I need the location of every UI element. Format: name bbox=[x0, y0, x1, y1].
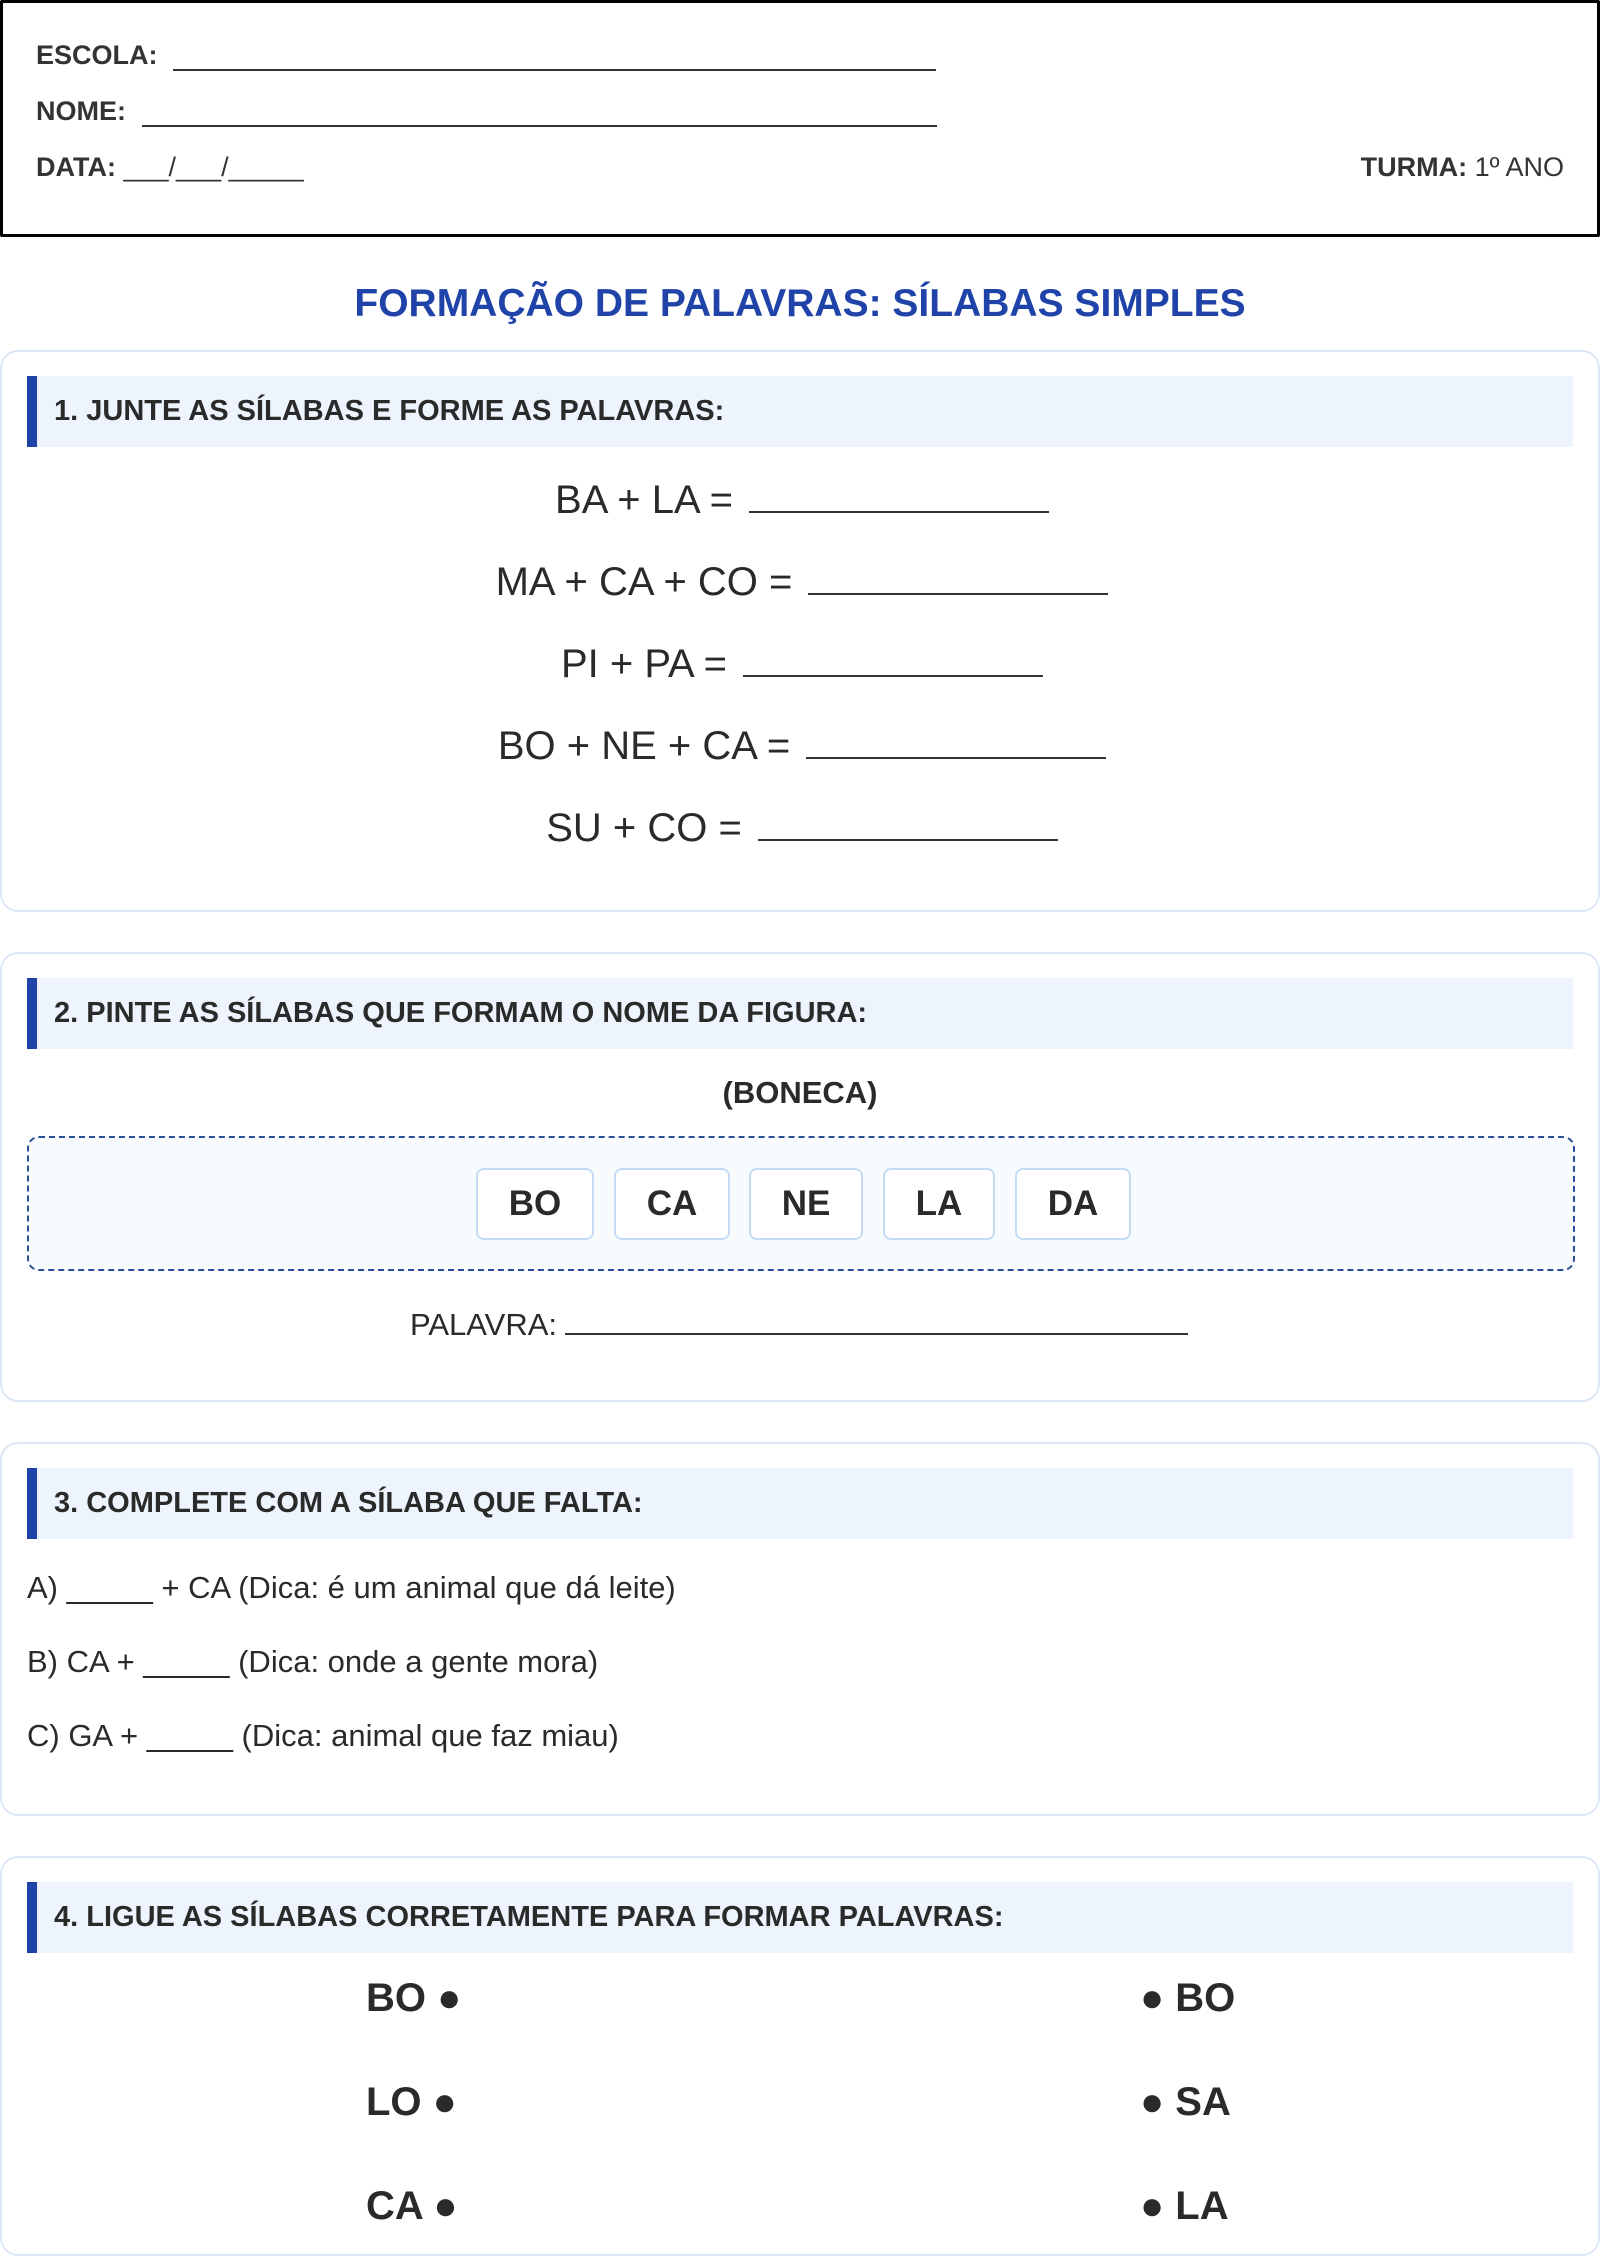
turma-value: 1º ANO bbox=[1474, 152, 1564, 182]
equation-text: BO + NE + CA = bbox=[497, 724, 791, 768]
data-row bbox=[36, 151, 304, 183]
match-left-item[interactable]: CA ● bbox=[366, 2184, 458, 2228]
match-left-item[interactable]: LO ● bbox=[366, 2080, 457, 2124]
answer-blank[interactable] bbox=[806, 723, 1106, 759]
page-title: FORMAÇÃO DE PALAVRAS: SÍLABAS SIMPLES bbox=[354, 282, 1246, 325]
match-right-item[interactable]: ● LA bbox=[1140, 2184, 1229, 2228]
equation-row bbox=[2, 804, 1600, 852]
nome-field[interactable] bbox=[142, 99, 937, 127]
escola-field[interactable] bbox=[173, 43, 936, 71]
section-2 bbox=[0, 952, 1600, 1402]
syllable-chip[interactable]: NE bbox=[749, 1168, 863, 1240]
answer-blank[interactable] bbox=[743, 641, 1043, 677]
nome-label: NOME: bbox=[36, 96, 126, 126]
answer-blank[interactable] bbox=[758, 805, 1058, 841]
answer-blank[interactable] bbox=[749, 477, 1049, 513]
match-right-item[interactable]: ● SA bbox=[1140, 2080, 1231, 2124]
data-field[interactable]: ___/___/_____ bbox=[123, 152, 304, 182]
syllable-chip[interactable]: BO bbox=[476, 1168, 594, 1240]
section-1-heading-text: 1. JUNTE AS SÍLABAS E FORME AS PALAVRAS: bbox=[54, 395, 725, 427]
palavra-label: PALAVRA: bbox=[410, 1307, 558, 1342]
equation-row bbox=[2, 558, 1600, 606]
turma bbox=[1361, 151, 1564, 183]
syllable-box bbox=[27, 1136, 1575, 1271]
syllable-chip[interactable]: CA bbox=[614, 1168, 730, 1240]
turma-label: TURMA: bbox=[1360, 152, 1468, 182]
answer-blank[interactable] bbox=[808, 559, 1108, 595]
question-item: C) GA + _____ (Dica: animal que faz miau) bbox=[27, 1718, 619, 1753]
equation-row bbox=[2, 640, 1600, 688]
section-3 bbox=[0, 1442, 1600, 1816]
equation-text: BA + LA = bbox=[555, 478, 733, 522]
syllable-chip[interactable]: LA bbox=[883, 1168, 995, 1240]
equation-text: PI + PA = bbox=[560, 642, 728, 686]
syllable-chip[interactable]: DA bbox=[1015, 1168, 1131, 1240]
section-2-heading-text: 2. PINTE AS SÍLABAS QUE FORMAM O NOME DA FIGURA: bbox=[54, 997, 868, 1029]
section-2-heading bbox=[27, 978, 1573, 1049]
nome-row bbox=[36, 95, 937, 127]
match-right-item[interactable]: ● BO bbox=[1140, 1976, 1236, 2020]
escola-row bbox=[36, 39, 936, 71]
equation-text: MA + CA + CO = bbox=[495, 560, 793, 604]
section-1 bbox=[0, 350, 1600, 912]
section-1-heading bbox=[27, 376, 1573, 447]
escola-label: ESCOLA: bbox=[36, 40, 158, 70]
figure-name: (BONECA) bbox=[722, 1075, 878, 1110]
palavra-blank[interactable] bbox=[565, 1303, 1188, 1335]
palavra-row bbox=[410, 1303, 1188, 1345]
section-3-heading-text: 3. COMPLETE COM A SÍLABA QUE FALTA: bbox=[54, 1487, 643, 1519]
header-box bbox=[0, 0, 1600, 237]
section-4-heading-text: 4. LIGUE AS SÍLABAS CORRETAMENTE PARA FORMAR PALAVRAS: bbox=[54, 1901, 1004, 1933]
data-label: DATA: bbox=[36, 152, 116, 182]
section-4-heading bbox=[27, 1882, 1573, 1953]
question-item: A) _____ + CA (Dica: é um animal que dá leite) bbox=[27, 1570, 676, 1605]
equation-row bbox=[2, 476, 1600, 524]
section-3-heading bbox=[27, 1468, 1573, 1539]
equation-row bbox=[2, 722, 1600, 770]
equation-text: SU + CO = bbox=[546, 806, 742, 850]
section-4 bbox=[0, 1856, 1600, 2256]
match-left-item[interactable]: BO ● bbox=[366, 1976, 462, 2020]
question-item: B) CA + _____ (Dica: onde a gente mora) bbox=[27, 1644, 599, 1679]
